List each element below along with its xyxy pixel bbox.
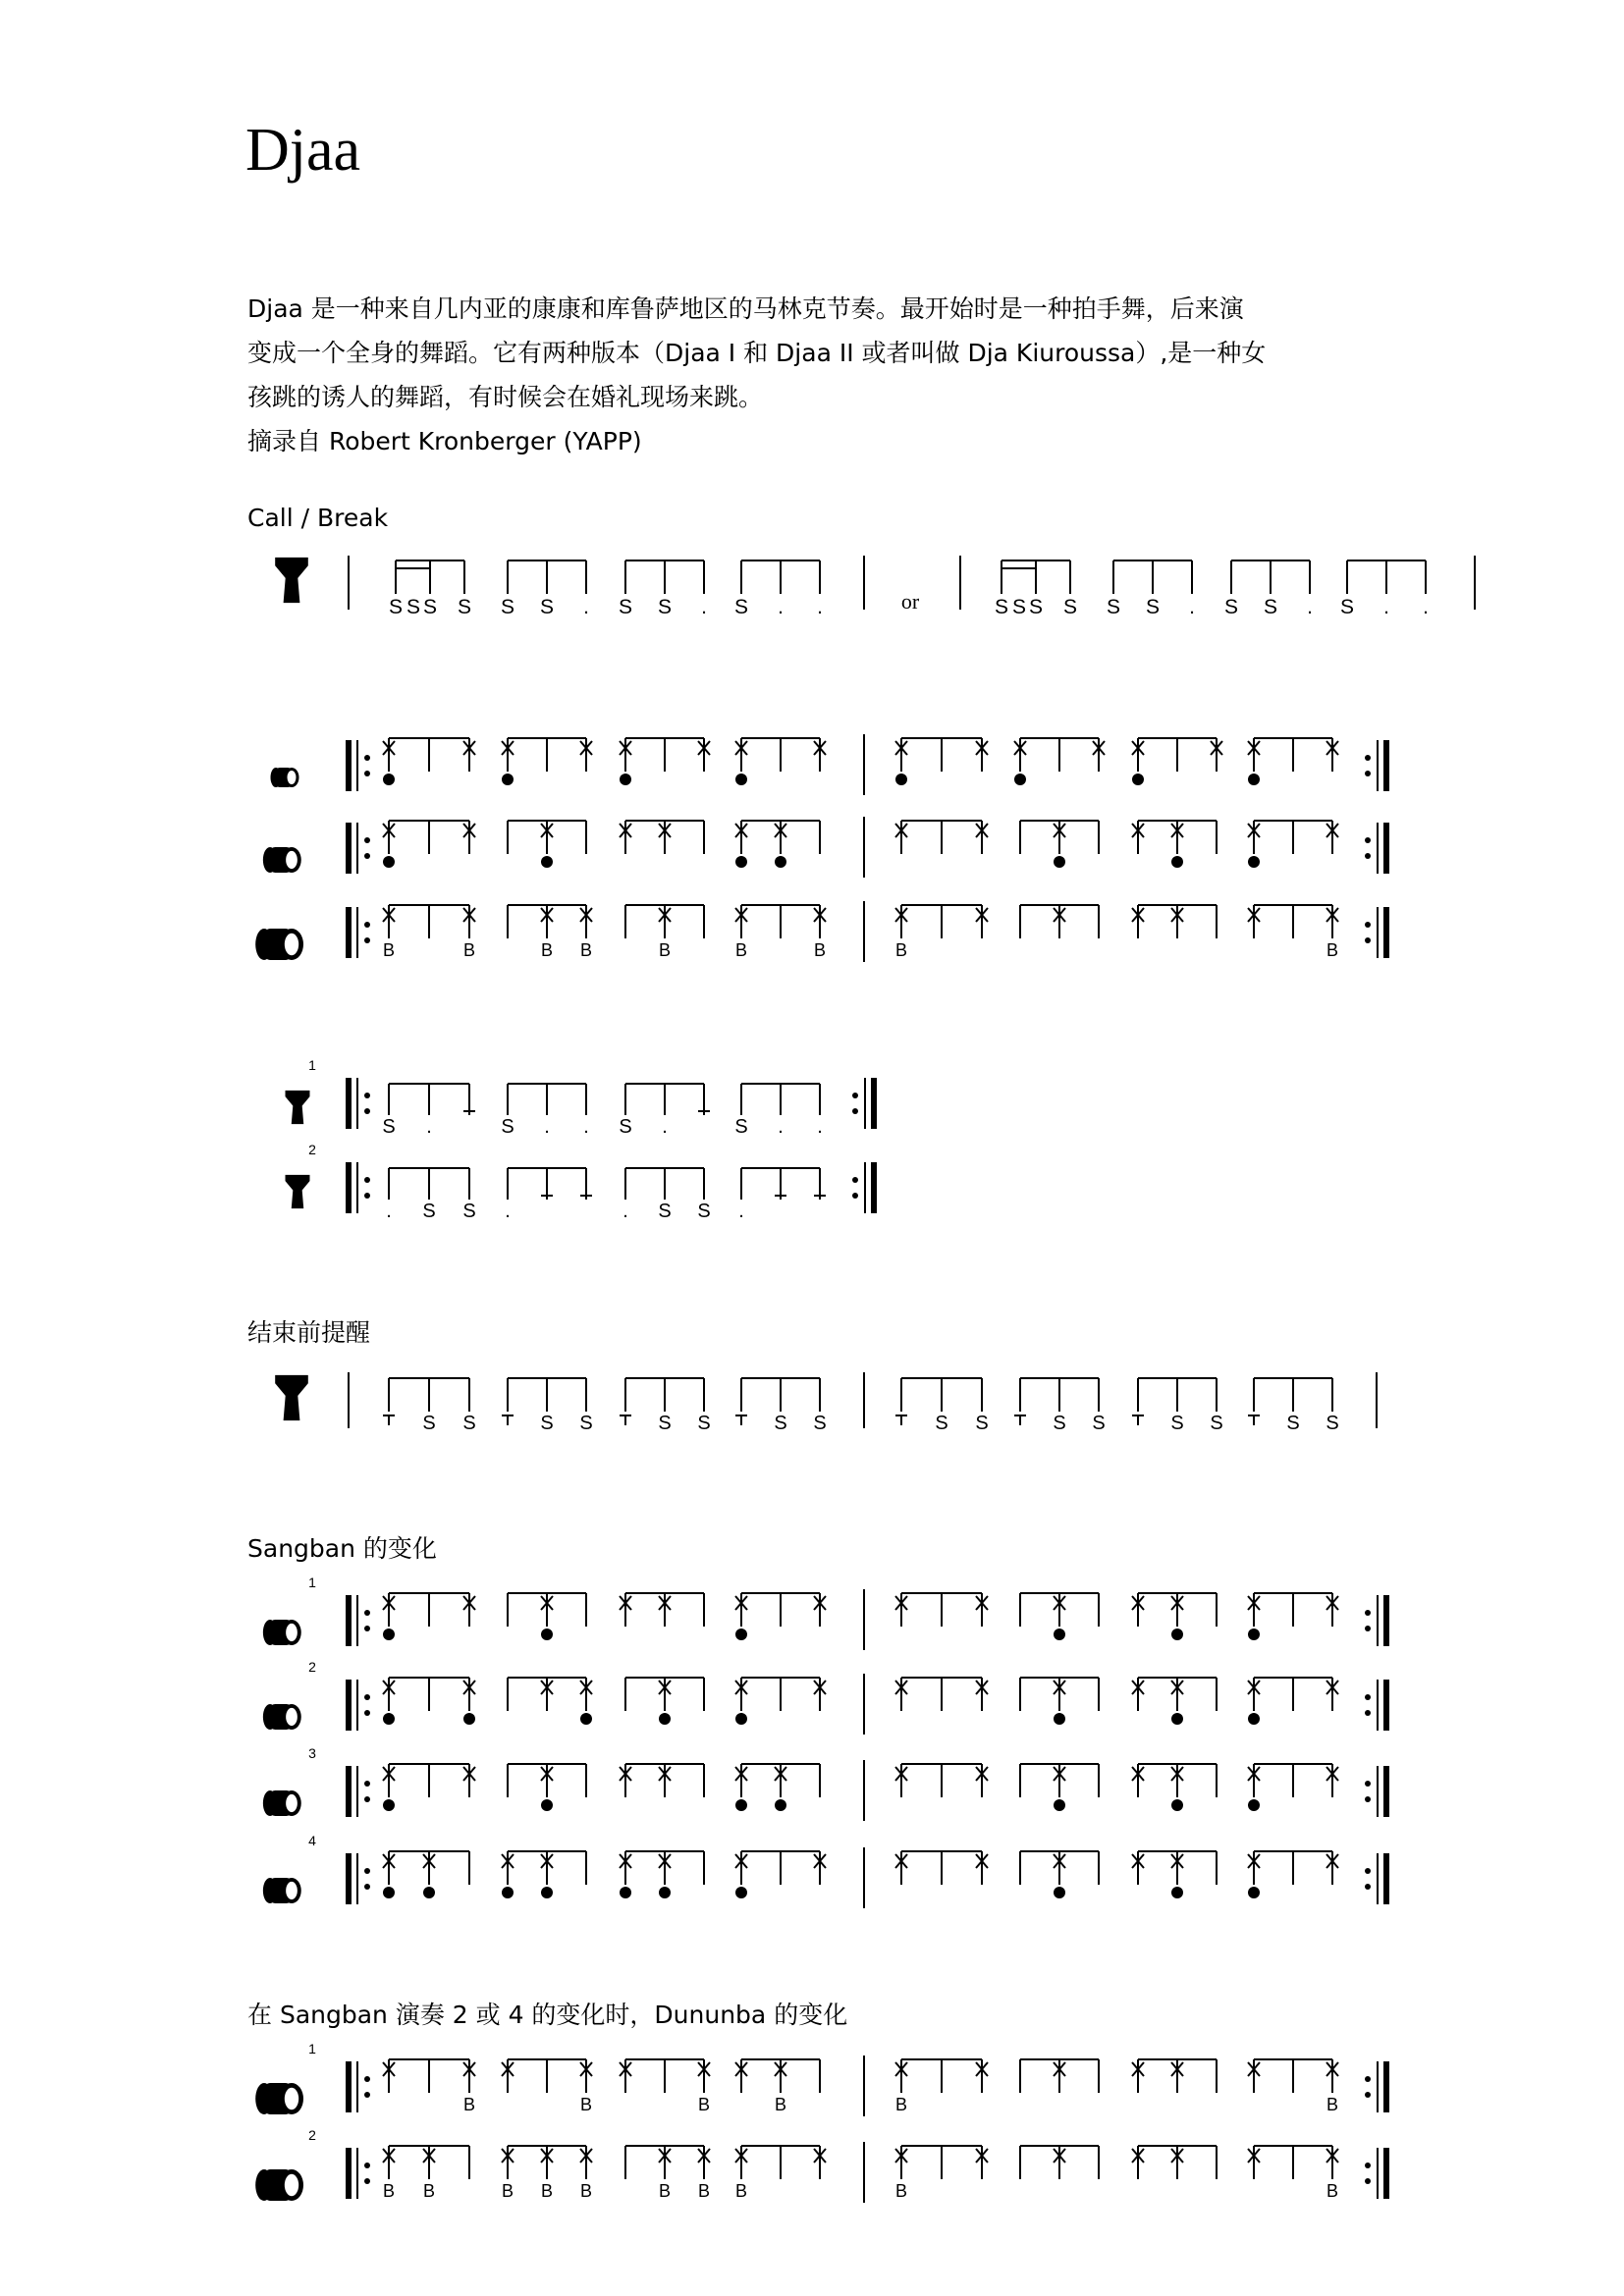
call-note: S xyxy=(1011,596,1027,618)
closed-tone xyxy=(775,856,786,868)
ending-note: S xyxy=(422,1413,436,1434)
bass-note: B xyxy=(422,2181,436,2201)
repeat-start xyxy=(349,2061,370,2112)
closed-tone xyxy=(502,774,514,785)
closed-tone xyxy=(383,1713,395,1725)
repeat-end xyxy=(1365,1595,1386,1646)
call-break-staff xyxy=(275,556,1475,618)
repeat-dot xyxy=(364,755,370,761)
drum-head-inner xyxy=(286,1708,298,1726)
repeat-dot xyxy=(1365,937,1371,943)
intro-line: 孩跳的诱人的舞蹈，有时候会在婚礼现场来跳。 xyxy=(247,383,764,411)
djembe1-staff xyxy=(286,1057,874,1138)
bass-note: B xyxy=(697,2095,711,2114)
repeat-start xyxy=(349,1766,370,1817)
dununba-icon xyxy=(255,929,303,960)
call-note: S xyxy=(994,596,1009,618)
call-note: S xyxy=(1062,596,1078,618)
djembe-note: . xyxy=(544,1116,550,1138)
sangban-icon xyxy=(263,1790,301,1816)
closed-tone xyxy=(463,1713,475,1725)
repeat-end xyxy=(852,1078,874,1129)
repeat-end xyxy=(1365,740,1386,791)
sangban-staff xyxy=(263,817,1386,878)
drum-head-inner xyxy=(288,771,297,784)
repeat-end xyxy=(1365,1680,1386,1731)
bass-note: B xyxy=(1326,2095,1339,2114)
djembe-shape xyxy=(275,558,308,603)
closed-tone xyxy=(1054,856,1065,868)
repeat-dot xyxy=(1365,755,1371,761)
djembe-note: . xyxy=(386,1201,392,1222)
drum-bottom xyxy=(255,2083,273,2114)
djembe-note: S xyxy=(501,1116,514,1138)
dununba-variation-1 xyxy=(255,2041,1386,2116)
repeat-dot xyxy=(1365,1626,1371,1631)
drum-head-inner xyxy=(285,2174,298,2196)
ending-note: S xyxy=(813,1413,827,1434)
repeat-dot xyxy=(364,1796,370,1802)
repeat-dot xyxy=(364,1694,370,1700)
call-note: S xyxy=(388,596,404,618)
repeat-end xyxy=(1365,907,1386,958)
djembe-note: S xyxy=(462,1201,476,1222)
repeat-start xyxy=(349,2148,370,2199)
djembe-shape xyxy=(275,1375,308,1420)
call-note: . xyxy=(1383,596,1389,618)
ending-note: S xyxy=(579,1413,593,1434)
kenkeni-staff xyxy=(271,734,1387,795)
closed-tone xyxy=(735,774,747,785)
drum-bottom xyxy=(263,847,277,873)
variation-number: 3 xyxy=(308,1745,316,1761)
call-note: . xyxy=(778,596,784,618)
call-note: S xyxy=(406,596,421,618)
closed-tone xyxy=(1014,774,1026,785)
call-note: S xyxy=(500,596,515,618)
closed-tone xyxy=(1054,1799,1065,1811)
repeat-dot xyxy=(1365,1610,1371,1616)
closed-tone xyxy=(659,1713,671,1725)
djembe-note: . xyxy=(426,1116,432,1138)
repeat-dot xyxy=(364,1177,370,1183)
sangban-variation-3 xyxy=(263,1745,1386,1821)
repeat-start xyxy=(349,1162,370,1213)
or-label: or xyxy=(900,589,920,614)
drum-bottom xyxy=(263,1790,277,1816)
repeat-dot xyxy=(364,1710,370,1716)
call-note: S xyxy=(1263,596,1278,618)
ending-note: S xyxy=(975,1413,989,1434)
closed-tone xyxy=(541,1887,553,1898)
closed-tone xyxy=(735,1887,747,1898)
closed-tone xyxy=(1171,1713,1183,1725)
closed-tone xyxy=(735,856,747,868)
djembe-note: . xyxy=(778,1116,784,1138)
drum-bottom xyxy=(263,1878,277,1903)
closed-tone xyxy=(383,856,395,868)
call-note: S xyxy=(422,596,438,618)
bass-note: B xyxy=(462,940,476,960)
repeat-dot xyxy=(364,1093,370,1098)
repeat-dot xyxy=(364,1108,370,1114)
dununba-variation-2 xyxy=(255,2127,1386,2203)
sangban-icon xyxy=(263,1704,301,1730)
call-note: . xyxy=(1189,596,1195,618)
bass-note: B xyxy=(658,940,672,960)
bass-note: B xyxy=(734,2181,748,2201)
call-note: S xyxy=(1106,596,1121,618)
dununba-staff xyxy=(255,901,1386,962)
drum-head-inner xyxy=(285,934,298,955)
closed-tone xyxy=(383,774,395,785)
bass-note: B xyxy=(697,2181,711,2201)
closed-tone xyxy=(383,1887,395,1898)
variation-number: 2 xyxy=(308,1142,316,1157)
djembe-note: . xyxy=(738,1201,744,1222)
repeat-start xyxy=(349,823,370,874)
repeat-dot xyxy=(1365,1694,1371,1700)
call-note: . xyxy=(1423,596,1429,618)
djembe-note: S xyxy=(422,1201,436,1222)
repeat-dot xyxy=(1365,2178,1371,2184)
variation-number: 2 xyxy=(308,1659,316,1675)
djembe-note: S xyxy=(619,1116,632,1138)
repeat-dot xyxy=(364,1626,370,1631)
sangban-variations-heading: Sangban 的变化 xyxy=(247,1534,437,1563)
closed-tone xyxy=(735,1713,747,1725)
call-note: . xyxy=(817,596,823,618)
call-note: S xyxy=(657,596,673,618)
djembe-note: . xyxy=(505,1201,511,1222)
closed-tone xyxy=(541,856,553,868)
drum-head-inner xyxy=(285,2088,298,2109)
ending-note: S xyxy=(774,1413,787,1434)
repeat-start xyxy=(349,740,370,791)
repeat-dot xyxy=(364,2076,370,2082)
closed-tone xyxy=(1248,774,1260,785)
dununba-icon xyxy=(255,2169,303,2201)
djembe-icon xyxy=(286,1175,310,1208)
call-note: S xyxy=(1145,596,1161,618)
dununba-icon xyxy=(255,2083,303,2114)
ending-note: S xyxy=(658,1413,672,1434)
call-note: S xyxy=(539,596,555,618)
djembe-icon xyxy=(275,1375,308,1420)
closed-tone xyxy=(1248,856,1260,868)
bass-note: B xyxy=(579,940,593,960)
call-note: S xyxy=(457,596,472,618)
repeat-dot xyxy=(364,1868,370,1874)
closed-tone xyxy=(775,1799,786,1811)
bass-note: B xyxy=(894,940,908,960)
repeat-dot xyxy=(1365,1710,1371,1716)
closed-tone xyxy=(580,1713,592,1725)
repeat-dot xyxy=(364,922,370,928)
repeat-dot xyxy=(1365,837,1371,843)
bass-note: B xyxy=(894,2095,908,2114)
repeat-dot xyxy=(364,1781,370,1787)
call-note: S xyxy=(618,596,633,618)
ending-note: S xyxy=(1170,1413,1184,1434)
ending-heading: 结束前提醒 xyxy=(247,1318,371,1347)
repeat-start xyxy=(349,907,370,958)
closed-tone xyxy=(1248,1799,1260,1811)
repeat-dot xyxy=(852,1093,858,1098)
drum-head-inner xyxy=(286,1624,298,1641)
call-note: S xyxy=(1339,596,1355,618)
bass-note: B xyxy=(774,2095,787,2114)
intro-line: 变成一个全身的舞蹈。它有两种版本（Djaa I 和 Djaa II 或者叫做 Dja Kiuroussa）,是一种女 xyxy=(247,339,1267,367)
ending-staff xyxy=(275,1372,1377,1434)
bass-note: B xyxy=(658,2181,672,2201)
dununba-variations-heading: 在 Sangban 演奏 2 或 4 的变化时，Dununba 的变化 xyxy=(247,2001,848,2029)
closed-tone xyxy=(541,1799,553,1811)
repeat-dot xyxy=(364,937,370,943)
repeat-dot xyxy=(852,1108,858,1114)
call-note: S xyxy=(1028,596,1044,618)
closed-tone xyxy=(620,1887,631,1898)
repeat-dot xyxy=(1365,1884,1371,1890)
sangban-variation-4 xyxy=(263,1833,1386,1908)
repeat-start xyxy=(349,1680,370,1731)
drum-head-inner xyxy=(286,1794,298,1812)
bass-note: B xyxy=(894,2181,908,2201)
bass-note: B xyxy=(462,2095,476,2114)
repeat-dot xyxy=(364,1610,370,1616)
variation-number: 1 xyxy=(308,2041,316,2056)
bass-note: B xyxy=(540,2181,554,2201)
call-note: S xyxy=(1223,596,1239,618)
closed-tone xyxy=(1248,1713,1260,1725)
djembe2-staff xyxy=(286,1142,874,1222)
djembe-note: S xyxy=(382,1116,396,1138)
drum-head-inner xyxy=(286,1882,298,1899)
ending-note: S xyxy=(1286,1413,1300,1434)
bass-note: B xyxy=(540,940,554,960)
repeat-dot xyxy=(364,1193,370,1199)
repeat-dot xyxy=(852,1177,858,1183)
repeat-dot xyxy=(1365,2092,1371,2098)
ending-note: S xyxy=(1053,1413,1066,1434)
variation-number: 2 xyxy=(308,2127,316,2143)
call-note: S xyxy=(733,596,749,618)
repeat-start xyxy=(349,1078,370,1129)
repeat-dot xyxy=(852,1193,858,1199)
repeat-dot xyxy=(364,2163,370,2168)
source-credit: 摘录自 Robert Kronberger (YAPP) xyxy=(247,427,642,455)
intro-line: Djaa 是一种来自几内亚的康康和库鲁萨地区的马林克节奏。最开始时是一种拍手舞，后来演 xyxy=(247,294,1244,323)
closed-tone xyxy=(1132,774,1144,785)
closed-tone xyxy=(383,1799,395,1811)
closed-tone xyxy=(1171,1799,1183,1811)
bass-note: B xyxy=(1326,940,1339,960)
ending-note: S xyxy=(462,1413,476,1434)
call-break-heading: Call / Break xyxy=(247,504,389,532)
bass-note: B xyxy=(1326,2181,1339,2201)
repeat-dot xyxy=(364,837,370,843)
ending-note: S xyxy=(935,1413,948,1434)
repeat-dot xyxy=(1365,1781,1371,1787)
closed-tone xyxy=(1248,1629,1260,1640)
closed-tone xyxy=(1248,1887,1260,1898)
drum-bottom xyxy=(255,929,273,960)
drum-head-inner xyxy=(286,851,298,869)
djembe-note: . xyxy=(817,1116,823,1138)
ending-note: S xyxy=(1210,1413,1223,1434)
djembe-shape xyxy=(286,1091,310,1124)
closed-tone xyxy=(620,774,631,785)
call-note: . xyxy=(1307,596,1313,618)
djembe-note: S xyxy=(658,1201,672,1222)
ending-note: S xyxy=(540,1413,554,1434)
repeat-end xyxy=(852,1162,874,1213)
djembe-note: . xyxy=(623,1201,628,1222)
closed-tone xyxy=(383,1629,395,1640)
drum-bottom xyxy=(255,2169,273,2201)
page-title: Djaa xyxy=(245,117,361,184)
closed-tone xyxy=(1171,1887,1183,1898)
closed-tone xyxy=(659,1887,671,1898)
bass-note: B xyxy=(579,2095,593,2114)
djembe-note: S xyxy=(697,1201,711,1222)
repeat-dot xyxy=(1365,2076,1371,2082)
repeat-dot xyxy=(364,771,370,776)
variation-number: 1 xyxy=(308,1057,316,1073)
repeat-dot xyxy=(1365,1796,1371,1802)
djembe-note: S xyxy=(734,1116,748,1138)
closed-tone xyxy=(1054,1713,1065,1725)
drum-bottom xyxy=(271,768,282,787)
repeat-dot xyxy=(1365,771,1371,776)
djembe-icon xyxy=(275,558,308,603)
repeat-dot xyxy=(1365,1868,1371,1874)
ending-note: S xyxy=(1326,1413,1339,1434)
closed-tone xyxy=(541,1629,553,1640)
sangban-variation-2 xyxy=(263,1659,1386,1735)
djembe-note: . xyxy=(662,1116,668,1138)
bass-note: B xyxy=(382,2181,396,2201)
repeat-start xyxy=(349,1853,370,1904)
bass-note: B xyxy=(382,940,396,960)
repeat-start xyxy=(349,1595,370,1646)
closed-tone xyxy=(735,1799,747,1811)
drum-bottom xyxy=(263,1704,277,1730)
bass-note: B xyxy=(579,2181,593,2201)
repeat-end xyxy=(1365,1853,1386,1904)
repeat-end xyxy=(1365,2148,1386,2199)
sangban-variation-1 xyxy=(263,1575,1386,1650)
drum-bottom xyxy=(263,1620,277,1645)
repeat-dot xyxy=(1365,922,1371,928)
bass-note: B xyxy=(734,940,748,960)
sangban-icon xyxy=(263,847,301,873)
bass-note: B xyxy=(501,2181,514,2201)
repeat-dot xyxy=(364,2092,370,2098)
closed-tone xyxy=(1171,1629,1183,1640)
repeat-dot xyxy=(364,853,370,859)
closed-tone xyxy=(1054,1887,1065,1898)
repeat-dot xyxy=(364,2178,370,2184)
ending-note: S xyxy=(1092,1413,1106,1434)
closed-tone xyxy=(895,774,907,785)
variation-number: 4 xyxy=(308,1833,316,1848)
call-note: . xyxy=(583,596,589,618)
djembe-icon xyxy=(286,1091,310,1124)
closed-tone xyxy=(423,1887,435,1898)
repeat-dot xyxy=(364,1884,370,1890)
closed-tone xyxy=(1054,1629,1065,1640)
closed-tone xyxy=(1171,856,1183,868)
repeat-dot xyxy=(1365,853,1371,859)
repeat-dot xyxy=(1365,2163,1371,2168)
kenkeni-icon xyxy=(271,768,299,787)
djembe-shape xyxy=(286,1175,310,1208)
sangban-icon xyxy=(263,1878,301,1903)
ending-note: S xyxy=(697,1413,711,1434)
repeat-end xyxy=(1365,2061,1386,2112)
djembe-note: . xyxy=(583,1116,589,1138)
call-note: . xyxy=(701,596,707,618)
closed-tone xyxy=(735,1629,747,1640)
repeat-end xyxy=(1365,823,1386,874)
sangban-icon xyxy=(263,1620,301,1645)
bass-note: B xyxy=(813,940,827,960)
variation-number: 1 xyxy=(308,1575,316,1590)
repeat-end xyxy=(1365,1766,1386,1817)
closed-tone xyxy=(502,1887,514,1898)
